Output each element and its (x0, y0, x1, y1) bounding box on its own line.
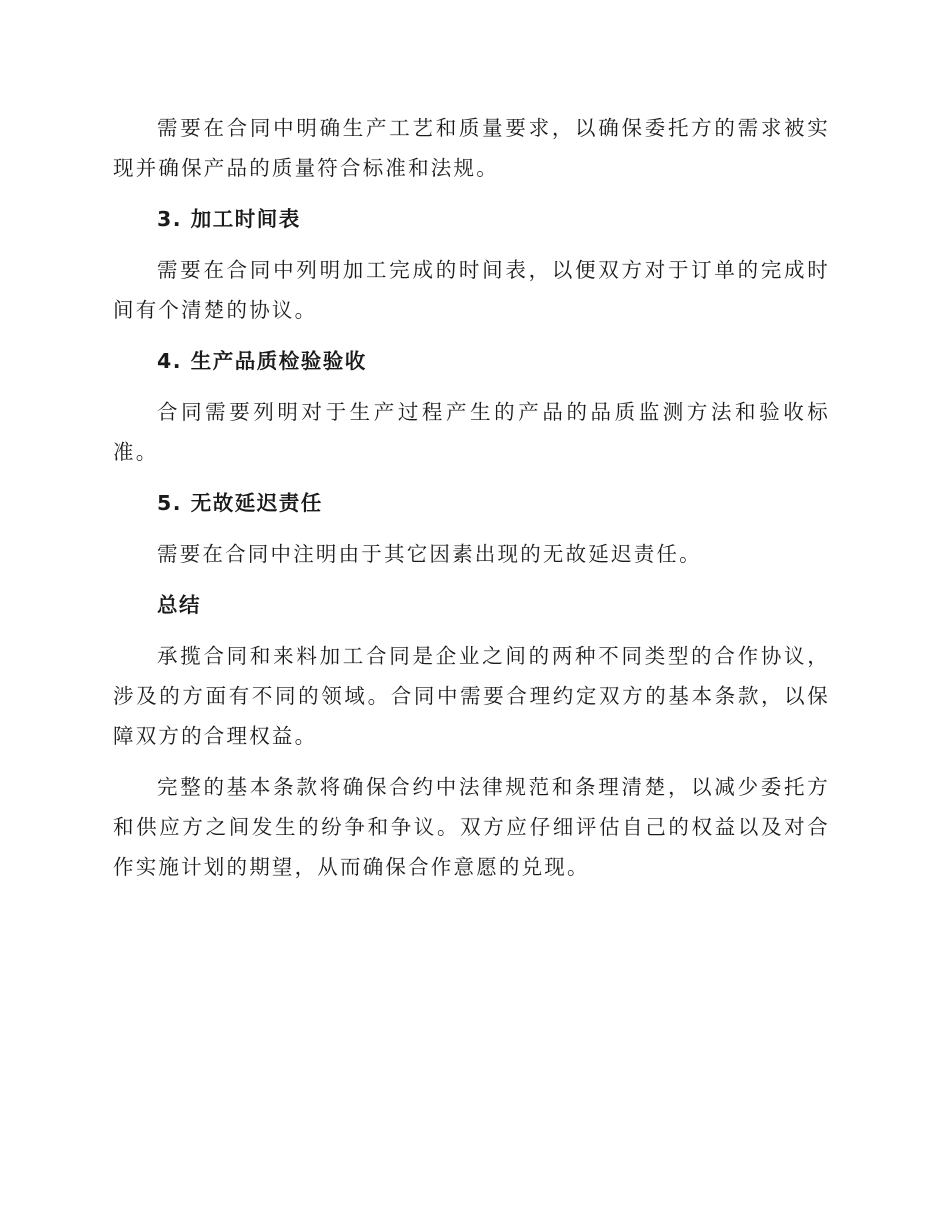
heading-quality-inspection: 4. 生产品质检验验收 (157, 349, 367, 373)
paragraph-summary-2: 完整的基本条款将确保合约中法律规范和条理清楚，以减少委托方和供应方之间发生的纷争和争议。双方应仔细评估自己的权益以及对合作实施计划的期望，从而确保合作意愿的兑现。 (113, 775, 830, 879)
heading-summary: 总结 (157, 593, 201, 617)
paragraph-summary-1: 承揽合同和来料加工合同是企业之间的两种不同类型的合作协议，涉及的方面有不同的领域。合同中需要合理约定双方的基本条款，以保障双方的合理权益。 (113, 644, 830, 748)
heading-processing-schedule: 3. 加工时间表 (157, 207, 301, 231)
document-page (113, 108, 830, 887)
paragraph-quality-inspection: 合同需要列明对于生产过程产生的产品的品质监测方法和验收标准。 (113, 400, 830, 464)
heading-delay-liability: 5. 无故延迟责任 (157, 491, 323, 515)
paragraph-processing-schedule: 需要在合同中列明加工完成的时间表，以便双方对于订单的完成时间有个清楚的协议。 (113, 258, 830, 322)
paragraph-process-quality: 需要在合同中明确生产工艺和质量要求，以确保委托方的需求被实现并确保产品的质量符合标准和法规。 (113, 116, 830, 180)
paragraph-delay-liability: 需要在合同中注明由于其它因素出现的无故延迟责任。 (157, 542, 702, 566)
